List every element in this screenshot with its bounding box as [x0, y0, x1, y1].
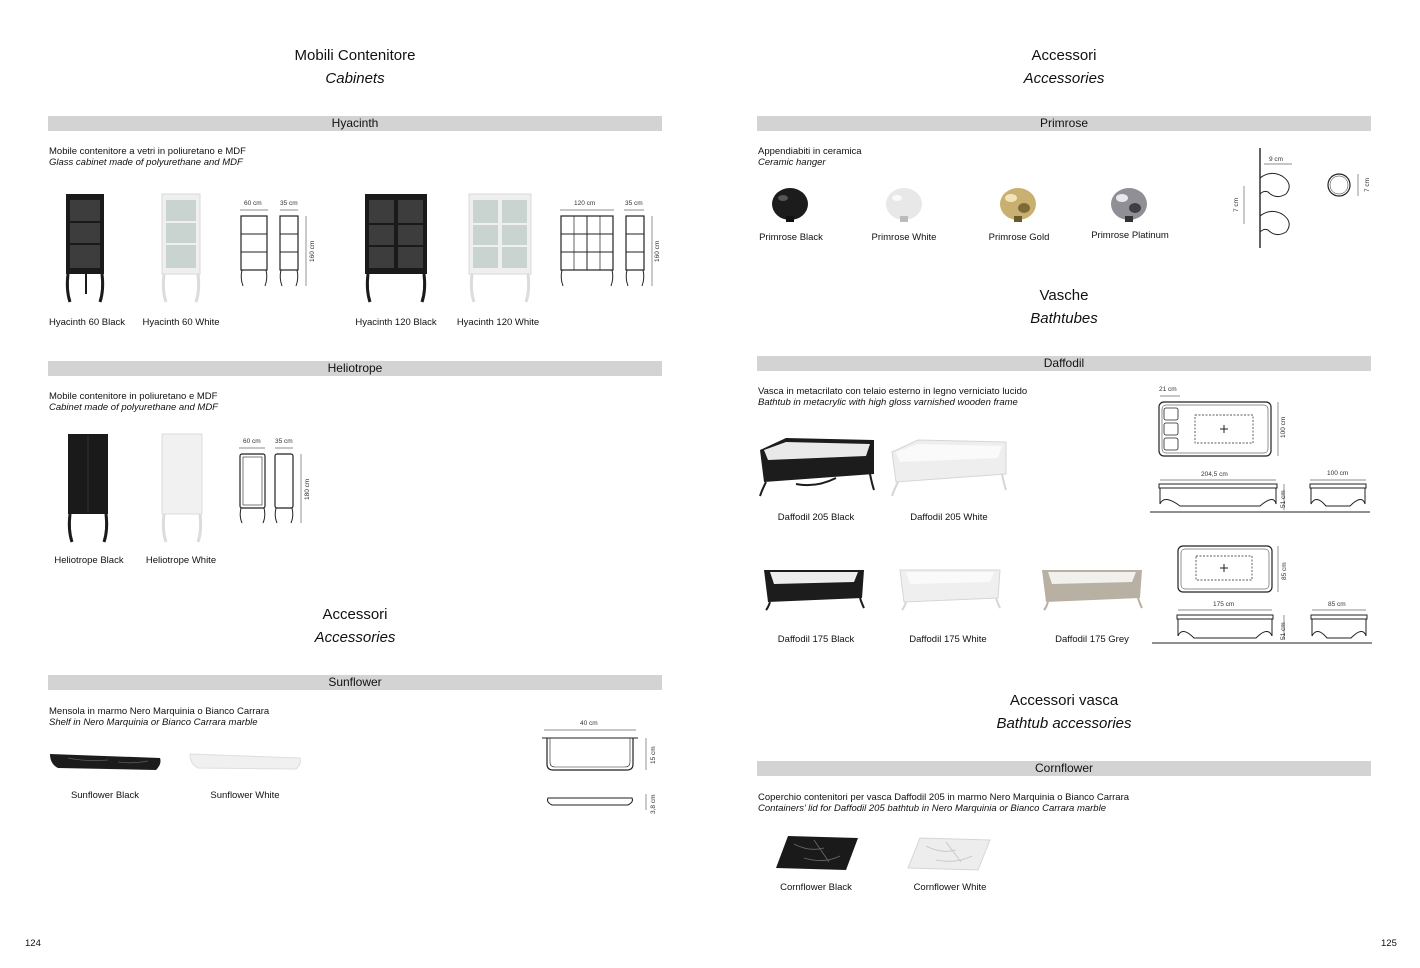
daffodil-205-white-image: [888, 436, 1010, 498]
hyacinth-120-drawing: [558, 208, 658, 290]
sunflower-black-caption: Sunflower Black: [70, 790, 140, 801]
daffodil-205-white-caption: Daffodil 205 White: [910, 512, 988, 523]
heliotrope-description: [49, 391, 218, 413]
daffodil-205-black-caption: Daffodil 205 Black: [777, 512, 855, 523]
hyacinth-desc-en: Glass cabinet made of polyurethane and MDF: [49, 157, 243, 168]
primrose-description: [758, 146, 862, 168]
heliotrope-height-dim: 180 cm: [304, 478, 311, 500]
bathtub-accessories-title-en: Bathtub accessories: [996, 715, 1132, 732]
daffodil-175-drawing: [1150, 542, 1380, 648]
hyacinth-60-height-dim: 160 cm: [309, 240, 316, 262]
bathtubs-title-en: Bathtubes: [1030, 310, 1098, 327]
sunflower-desc-en: Shelf in Nero Marquinia or Bianco Carrara marble: [49, 717, 258, 728]
primrose-black-caption: Primrose Black: [759, 232, 823, 243]
cornflower-black-caption: Cornflower Black: [780, 882, 852, 893]
right-accessories-title-en: Accessories: [1023, 70, 1105, 87]
sunflower-thickness-dim: 3,8 cm: [650, 794, 657, 814]
left-accessories-title-it: Accessori: [322, 606, 388, 623]
hyacinth-120-white-image: [466, 190, 536, 305]
hyacinth-60-drawing: [238, 208, 318, 290]
hyacinth-description: [49, 146, 246, 168]
sunflower-desc-it: Mensola in marmo Nero Marquinia o Bianco Carrara: [49, 706, 270, 717]
hyacinth-60-white-caption: Hyacinth 60 White: [142, 317, 220, 328]
primrose-depth-dim: 7 cm: [1364, 177, 1371, 192]
daffodil-175-depth-dim: 85 cm: [1281, 562, 1288, 580]
hyacinth-bar: Hyacinth: [48, 116, 662, 131]
hyacinth-60-width-dim: 60 cm: [244, 200, 262, 207]
hyacinth-60-white-image: [158, 190, 208, 305]
cornflower-bar: Cornflower: [757, 761, 1371, 776]
primrose-platinum-caption: Primrose Platinum: [1091, 230, 1169, 241]
daffodil-desc-en: Bathtub in metacrylic with high gloss varnished wooden frame: [758, 397, 1018, 408]
sunflower-drawing: [540, 728, 660, 812]
hyacinth-120-black-image: [362, 190, 432, 305]
primrose-height-dim: 7 cm: [1233, 197, 1240, 212]
daffodil-175-grey-caption: Daffodil 175 Grey: [1055, 634, 1129, 645]
daffodil-205-end-width-dim: 100 cm: [1327, 470, 1349, 477]
heliotrope-desc-en: Cabinet made of polyurethane and MDF: [49, 402, 218, 413]
hyacinth-120-white-caption: Hyacinth 120 White: [456, 317, 540, 328]
sunflower-description: [49, 706, 269, 728]
hyacinth-desc-it: Mobile contenitore a vetri in poliuretano e MDF: [49, 146, 246, 157]
cornflower-white-image: [906, 836, 992, 874]
daffodil-175-black-caption: Daffodil 175 Black: [777, 634, 855, 645]
primrose-desc-en: Ceramic hanger: [758, 157, 826, 168]
sunflower-depth-dim: 15 cm: [650, 746, 657, 764]
daffodil-175-black-image: [762, 562, 868, 612]
cornflower-black-image: [774, 834, 860, 874]
hyacinth-60-black-caption: Hyacinth 60 Black: [48, 317, 126, 328]
daffodil-205-height-dim: 51 cm: [1280, 490, 1287, 508]
daffodil-175-height-dim: 51 cm: [1280, 622, 1287, 640]
primrose-platinum-image: [1107, 186, 1153, 226]
sunflower-white-caption: Sunflower White: [210, 790, 280, 801]
heliotrope-black-image: [64, 432, 114, 544]
daffodil-205-depth-dim: 100 cm: [1280, 416, 1287, 438]
daffodil-175-length-dim: 175 cm: [1213, 601, 1235, 608]
sunflower-white-image: [188, 750, 304, 774]
daffodil-175-white-image: [898, 562, 1004, 612]
cornflower-desc-it: Coperchio contenitori per vasca Daffodil 205 in marmo Nero Marquinia o Bianco Carrara: [758, 792, 1130, 803]
daffodil-bar: Daffodil: [757, 356, 1371, 371]
primrose-gold-image: [996, 186, 1042, 226]
hyacinth-120-depth-dim: 35 cm: [625, 200, 643, 207]
daffodil-205-black-image: [756, 434, 878, 498]
daffodil-description: [758, 386, 1027, 408]
heliotrope-depth-dim: 35 cm: [275, 438, 293, 445]
cabinets-title-it: Mobili Contenitore: [294, 47, 416, 64]
hyacinth-60-depth-dim: 35 cm: [280, 200, 298, 207]
primrose-bar: Primrose: [757, 116, 1371, 131]
primrose-black-image: [768, 186, 814, 226]
hyacinth-120-width-dim: 120 cm: [574, 200, 596, 207]
heliotrope-width-dim: 60 cm: [243, 438, 261, 445]
bathtubs-title-it: Vasche: [1039, 287, 1089, 304]
bathtub-accessories-title-it: Accessori vasca: [1009, 692, 1119, 709]
cornflower-description: [758, 792, 1129, 814]
primrose-white-caption: Primrose White: [871, 232, 937, 243]
heliotrope-white-caption: Heliotrope White: [145, 555, 217, 566]
primrose-gold-caption: Primrose Gold: [988, 232, 1050, 243]
hyacinth-60-black-image: [62, 190, 112, 305]
page-number-left: 124: [25, 938, 41, 949]
primrose-white-image: [882, 186, 928, 226]
heliotrope-black-caption: Heliotrope Black: [54, 555, 124, 566]
heliotrope-white-image: [158, 432, 208, 544]
daffodil-205-side-dim: 21 cm: [1159, 386, 1177, 393]
hyacinth-120-height-dim: 160 cm: [654, 240, 661, 262]
daffodil-175-grey-image: [1040, 562, 1146, 612]
cornflower-desc-en: Containers’ lid for Daffodil 205 bathtub in Nero Marquinia or Bianco Carrara marble: [758, 803, 1106, 814]
daffodil-175-end-width-dim: 85 cm: [1328, 601, 1346, 608]
page-number-right: 125: [1381, 938, 1397, 949]
sunflower-bar: Sunflower: [48, 675, 662, 690]
heliotrope-desc-it: Mobile contenitore in poliuretano e MDF: [49, 391, 218, 402]
daffodil-desc-it: Vasca in metacrilato con telaio esterno in legno verniciato lucido: [758, 386, 1028, 397]
primrose-desc-it: Appendiabiti in ceramica: [758, 146, 862, 157]
daffodil-205-length-dim: 204,5 cm: [1201, 471, 1228, 478]
daffodil-205-drawing: [1150, 394, 1380, 518]
primrose-width-dim: 9 cm: [1269, 156, 1284, 163]
sunflower-black-image: [48, 748, 164, 776]
heliotrope-bar: Heliotrope: [48, 361, 662, 376]
right-accessories-title-it: Accessori: [1031, 47, 1097, 64]
hyacinth-120-black-caption: Hyacinth 120 Black: [355, 317, 437, 328]
left-accessories-title-en: Accessories: [314, 629, 396, 646]
cabinets-title-en: Cabinets: [325, 70, 385, 87]
sunflower-width-dim: 40 cm: [580, 720, 598, 727]
cornflower-white-caption: Cornflower White: [913, 882, 987, 893]
daffodil-175-white-caption: Daffodil 175 White: [909, 634, 987, 645]
primrose-drawing: [1236, 148, 1382, 252]
